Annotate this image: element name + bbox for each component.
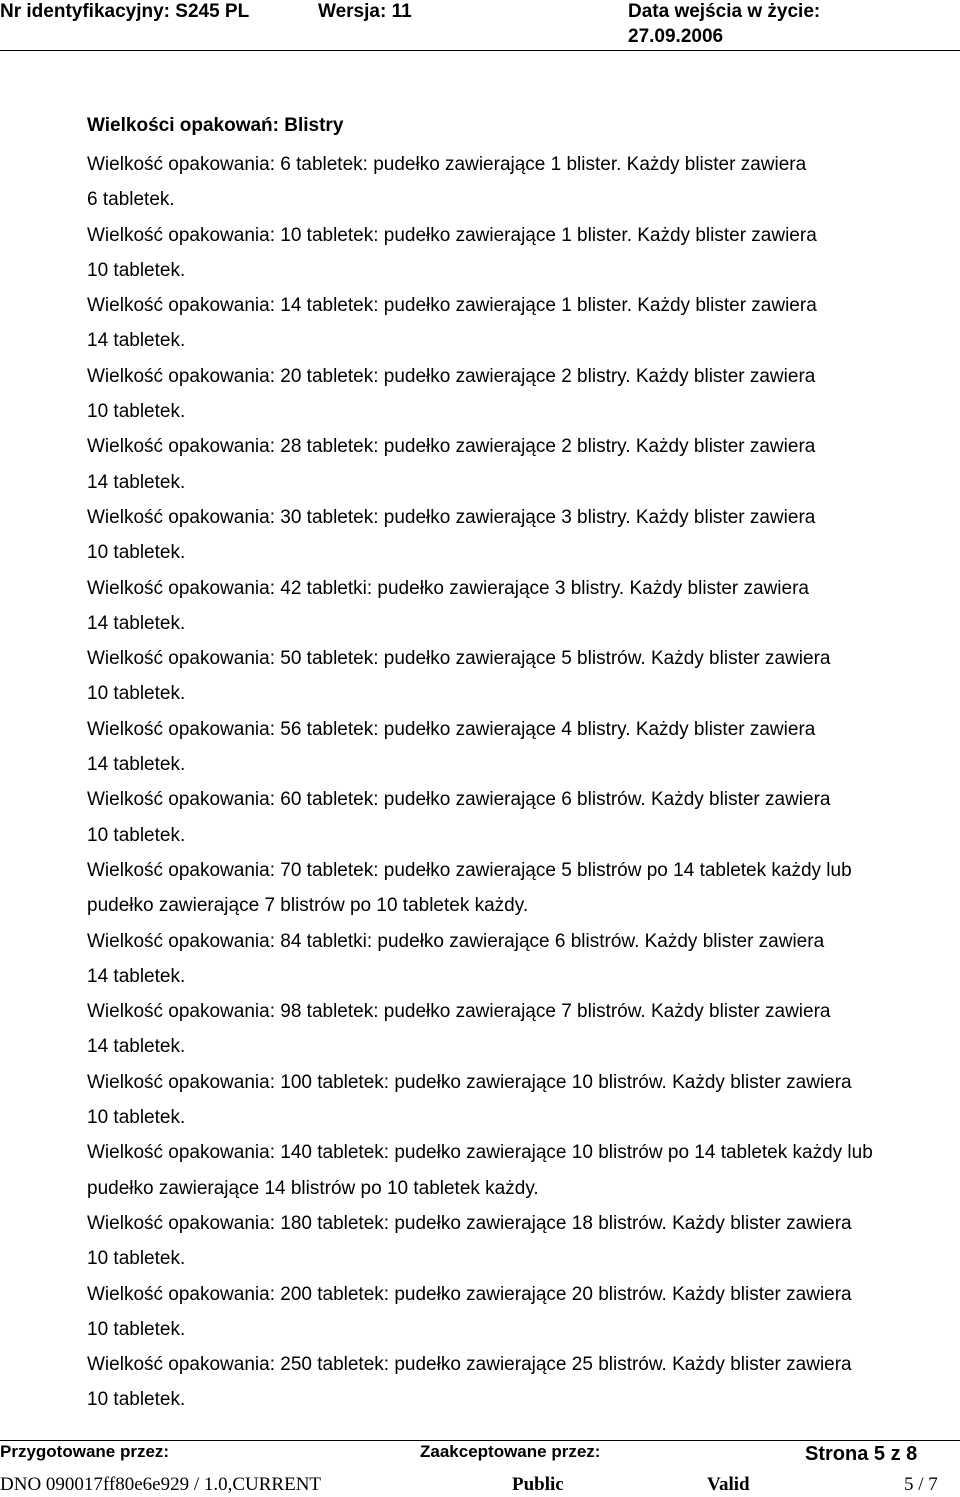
document-version: Wersja: 11 bbox=[318, 1, 412, 22]
package-size-entry-continuation: 10 tabletek. bbox=[87, 1318, 186, 1340]
document-body bbox=[87, 112, 947, 1418]
package-size-entry-continuation: 10 tabletek. bbox=[87, 1248, 186, 1270]
package-size-entry-continuation: 10 tabletek. bbox=[87, 542, 186, 564]
package-size-entry: Wielkość opakowania: 250 tabletek: pudełko zawierające 25 blistrów. Każdy blister zawiera bbox=[87, 1354, 852, 1376]
package-size-entry: Wielkość opakowania: 20 tabletek: pudełko zawierające 2 blistry. Każdy blister zawiera bbox=[87, 365, 816, 387]
package-size-entry: Wielkość opakowania: 84 tabletki: pudełko zawierające 6 blistrów. Każdy blister zawiera bbox=[87, 930, 825, 952]
package-size-entry: Wielkość opakowania: 60 tabletek: pudełko zawierające 6 blistrów. Każdy blister zawiera bbox=[87, 789, 831, 811]
package-size-entry: Wielkość opakowania: 98 tabletek: pudełko zawierające 7 blistrów. Każdy blister zawiera bbox=[87, 1001, 831, 1023]
package-size-entry-continuation: 10 tabletek. bbox=[87, 683, 186, 705]
package-size-entry-continuation: 14 tabletek. bbox=[87, 1036, 186, 1058]
document-reference: DNO 090017ff80e6e929 / 1.0,CURRENT bbox=[0, 1474, 322, 1495]
package-size-entry-continuation: 10 tabletek. bbox=[87, 1107, 186, 1129]
package-size-entry-continuation: 14 tabletek. bbox=[87, 965, 186, 987]
package-size-entry: Wielkość opakowania: 30 tabletek: pudełko zawierające 3 blistry. Każdy blister zawiera bbox=[87, 506, 816, 528]
package-size-entry-continuation: pudełko zawierające 14 blistrów po 10 tabletek każdy. bbox=[87, 1177, 539, 1199]
package-size-entry: Wielkość opakowania: 100 tabletek: pudełko zawierające 10 blistrów. Każdy blister zawiera bbox=[87, 1071, 852, 1093]
public-status: Public bbox=[512, 1474, 564, 1495]
effective-date-label: Data wejścia w życie: bbox=[628, 1, 821, 22]
package-size-entry: Wielkość opakowania: 10 tabletek: pudełko zawierające 1 blister. Każdy blister zawiera bbox=[87, 224, 817, 246]
package-size-entry-continuation: 10 tabletek. bbox=[87, 259, 186, 281]
package-size-entry: Wielkość opakowania: 200 tabletek: pudełko zawierające 20 blistrów. Każdy blister zawiera bbox=[87, 1283, 852, 1305]
package-size-entry-continuation: 14 tabletek. bbox=[87, 754, 186, 776]
package-size-entry-continuation: 10 tabletek. bbox=[87, 1389, 186, 1411]
package-size-entry: Wielkość opakowania: 28 tabletek: pudełko zawierające 2 blistry. Każdy blister zawiera bbox=[87, 436, 816, 458]
package-size-entry-continuation: 10 tabletek. bbox=[87, 401, 186, 423]
package-size-entry: Wielkość opakowania: 140 tabletek: pudełko zawierające 10 blistrów po 14 tabletek każdy lub bbox=[87, 1142, 873, 1164]
package-size-entry: Wielkość opakowania: 180 tabletek: pudełko zawierające 18 blistrów. Każdy blister zawiera bbox=[87, 1212, 852, 1234]
package-size-entry-continuation: 14 tabletek. bbox=[87, 612, 186, 634]
header-divider bbox=[0, 50, 960, 51]
valid-status: Valid bbox=[707, 1474, 750, 1495]
effective-date-value: 27.09.2006 bbox=[628, 26, 724, 47]
package-size-entry: Wielkość opakowania: 56 tabletek: pudełko zawierające 4 blistry. Każdy blister zawiera bbox=[87, 718, 816, 740]
package-size-entry-continuation: 14 tabletek. bbox=[87, 330, 186, 352]
section-title: Wielkości opakowań: Blistry bbox=[87, 115, 344, 136]
package-size-entry-continuation: 10 tabletek. bbox=[87, 824, 186, 846]
package-size-list bbox=[87, 147, 947, 1418]
page-number: Strona 5 z 8 bbox=[805, 1443, 918, 1465]
document-id: Nr identyfikacyjny: S245 PL bbox=[0, 1, 250, 22]
package-size-entry: Wielkość opakowania: 50 tabletek: pudełko zawierające 5 blistrów. Każdy blister zawiera bbox=[87, 648, 831, 670]
accepted-by-label: Zaakceptowane przez: bbox=[420, 1442, 601, 1461]
package-size-entry-continuation: 14 tabletek. bbox=[87, 471, 186, 493]
page-header bbox=[0, 0, 960, 48]
package-size-entry: Wielkość opakowania: 42 tabletki: pudełko zawierające 3 blistry. Każdy blister zawiera bbox=[87, 577, 809, 599]
package-size-entry: Wielkość opakowania: 14 tabletek: pudełko zawierające 1 blister. Każdy blister zawiera bbox=[87, 295, 817, 317]
package-size-entry-continuation: pudełko zawierające 7 blistrów po 10 tabletek każdy. bbox=[87, 895, 529, 917]
package-size-entry: Wielkość opakowania: 70 tabletek: pudełko zawierające 5 blistrów po 14 tabletek każdy lub bbox=[87, 859, 852, 881]
page-count: 5 / 7 bbox=[904, 1474, 938, 1495]
prepared-by-label: Przygotowane przez: bbox=[0, 1442, 170, 1461]
package-size-entry-continuation: 6 tabletek. bbox=[87, 189, 175, 211]
package-size-entry: Wielkość opakowania: 6 tabletek: pudełko zawierające 1 blister. Każdy blister zawiera bbox=[87, 154, 807, 175]
footer-divider bbox=[0, 1440, 960, 1441]
